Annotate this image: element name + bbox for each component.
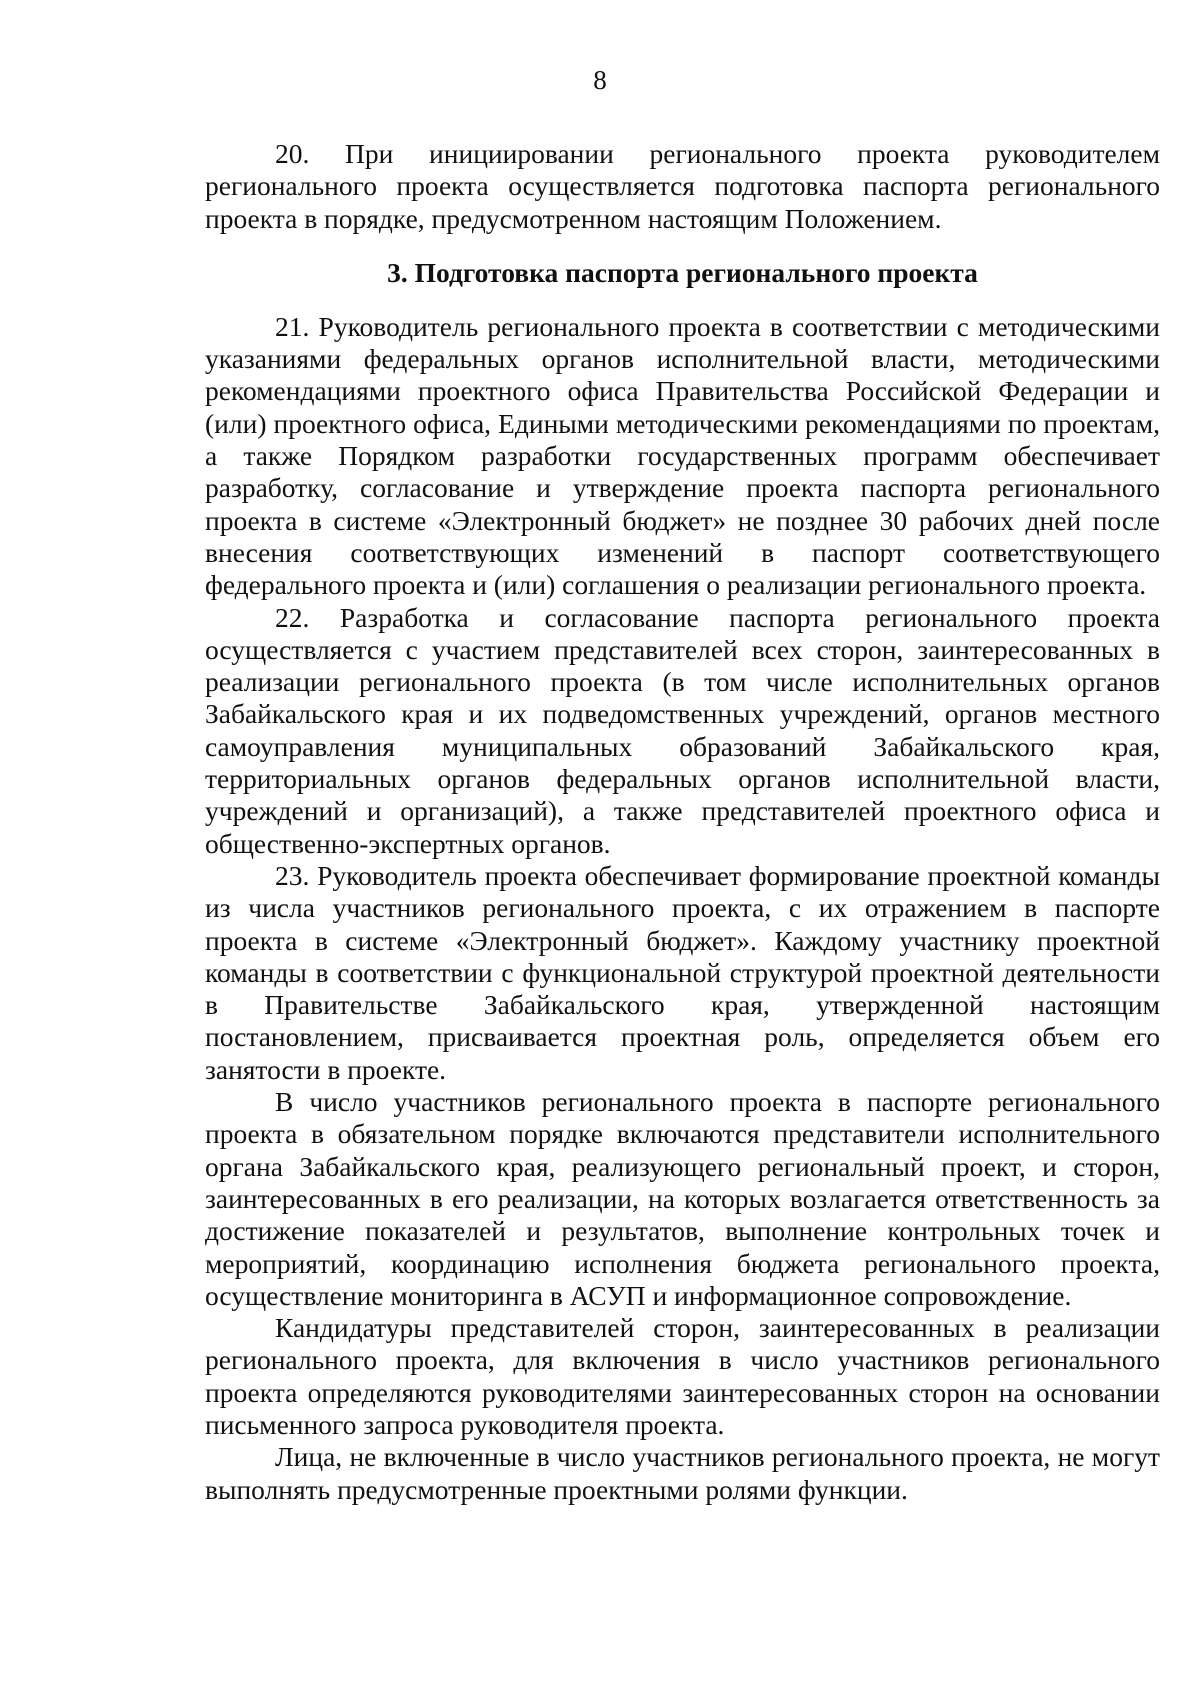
section-heading: 3. Подготовка паспорта регионального проекта <box>387 256 978 288</box>
paragraph-23-candidates: Кандидатуры представителей сторон, заинтересованных в реализации регионального проекта, для включения в число участников регионального проекта определяются руководителями заинтересованных сторон на основании письменного запроса руководителя проекта. <box>205 1312 1160 1440</box>
page-number: 8 <box>593 65 607 95</box>
paragraph-22: 22. Разработка и согласование паспорта регионального проекта осуществляется с участием представителей всех сторон, заинтересованных в реализации регионального проекта (в том числе исполнительных органов Забайкальского края и их подведомственных учреждений, органов местного самоуправления муниципальных образований Забайкальского края, территориальных органов федеральных органов исполнительной власти, учреждений и организаций), а также представителей проектного офиса и общественно-экспертных органов. <box>205 601 1160 859</box>
paragraph-21: 21. Руководитель регионального проекта в соответствии с методическими указаниями федеральных органов исполнительной власти, методическими рекомендациями проектного офиса Правительства Российской Федерации и (или) проектного офиса, Едиными методическими рекомендациями по проектам, а также Порядком разработки государственных программ обеспечивает разработку, согласование и утверждение проекта паспорта регионального проекта в системе «Электронный бюджет» не позднее 30 рабочих дней после внесения соответствующих изменений в паспорт соответствующего федерального проекта и (или) соглашения о реализации регионального проекта. <box>205 310 1160 601</box>
document-body <box>205 138 1160 1506</box>
paragraph-23-participants: В число участников регионального проекта в паспорте регионального проекта в обязательном порядке включаются представители исполнительного органа Забайкальского края, реализующего региональный проект, и сторон, заинтересованных в его реализации, на которых возлагается ответственность за достижение показателей и результатов, выполнение контрольных точек и мероприятий, координацию исполнения бюджета регионального проекта, осуществление мониторинга в АСУП и информационное сопровождение. <box>205 1086 1160 1311</box>
paragraph-23-excluded: Лица, не включенные в число участников регионального проекта, не могут выполнять предусмотренные проектными ролями функции. <box>205 1441 1160 1505</box>
paragraph-23: 23. Руководитель проекта обеспечивает формирование проектной команды из числа участников регионального проекта, с их отражением в паспорте проекта в системе «Электронный бюджет». Каждому участнику проектной команды в соответствии с функциональной структурой проектной деятельности в Правительстве Забайкальского края, утвержденной настоящим постановлением, присваивается проектная роль, определяется объем его занятости в проекте. <box>205 859 1160 1085</box>
paragraph-20: 20. При инициировании регионального проекта руководителем регионального проекта осуществляется подготовка паспорта регионального проекта в порядке, предусмотренном настоящим Положением. <box>205 138 1160 234</box>
